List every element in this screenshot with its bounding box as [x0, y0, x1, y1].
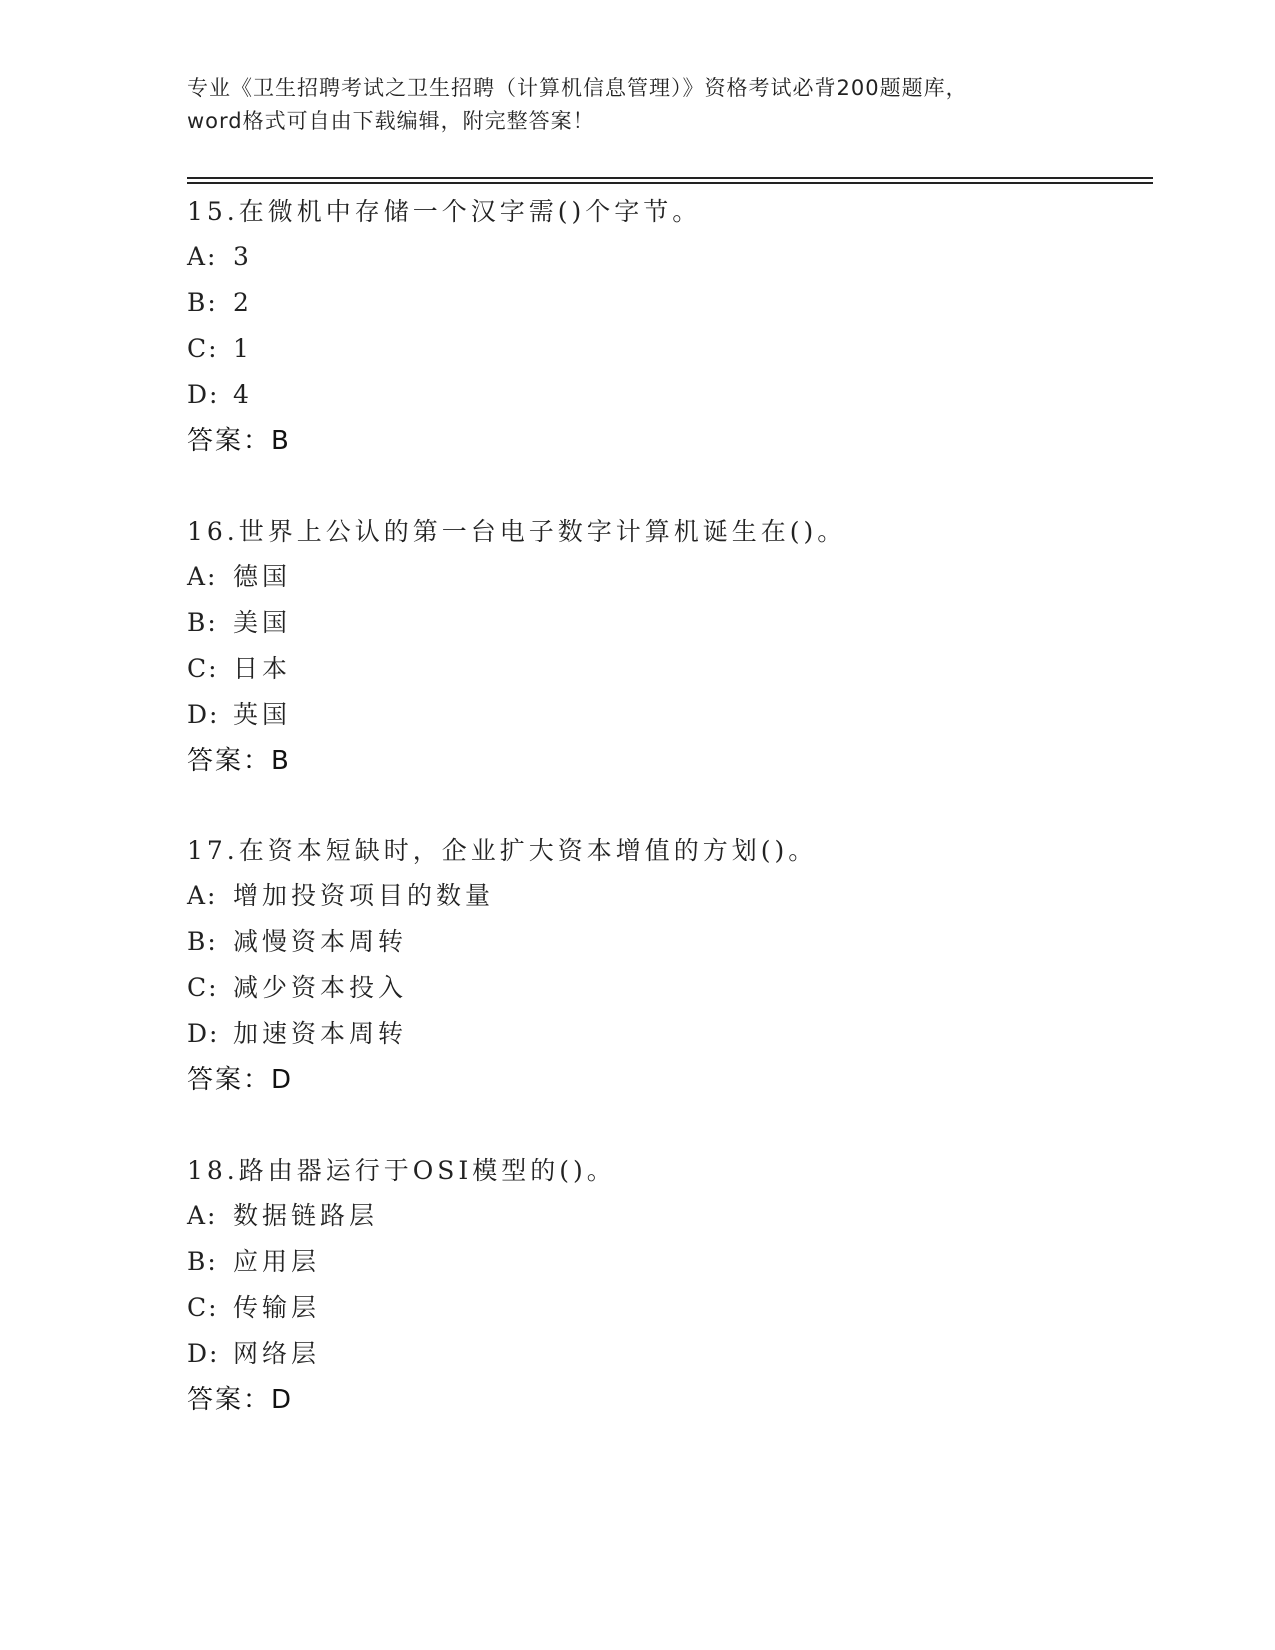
option-key: A: — [187, 562, 218, 591]
option-text: 应用层 — [233, 1247, 321, 1276]
option-text: 2 — [233, 288, 253, 317]
option-key: A: — [187, 881, 218, 910]
option-text: 英国 — [233, 700, 292, 729]
option-c — [187, 326, 1147, 372]
option-text: 3 — [233, 242, 253, 271]
option-key: D: — [187, 1339, 220, 1368]
question-15 — [187, 190, 1147, 464]
question-17 — [187, 829, 1147, 1103]
option-d — [187, 372, 1147, 418]
question-18 — [187, 1149, 1147, 1423]
option-text: 减少资本投入 — [233, 973, 408, 1002]
option-text: 美国 — [233, 608, 292, 637]
question-stem: 16.世界上公认的第一台电子数字计算机诞生在()。 — [187, 517, 847, 546]
option-key: C: — [187, 1293, 219, 1322]
option-text: 增加投资项目的数量 — [233, 881, 495, 910]
option-text: 减慢资本周转 — [233, 927, 408, 956]
question-stem: 17.在资本短缺时，企业扩大资本增值的方划()。 — [187, 836, 818, 865]
option-key: D: — [187, 380, 220, 409]
option-key: B: — [187, 288, 218, 317]
option-a — [187, 1193, 1147, 1239]
option-d — [187, 1011, 1147, 1057]
option-b — [187, 280, 1147, 326]
option-a — [187, 873, 1147, 919]
option-text: 4 — [233, 380, 253, 409]
option-a — [187, 554, 1147, 600]
option-d — [187, 1331, 1147, 1377]
option-key: C: — [187, 973, 219, 1002]
option-text: 日本 — [233, 654, 292, 683]
option-text: 1 — [233, 334, 253, 363]
question-16 — [187, 510, 1147, 784]
header-subtitle-line: word格式可自由下载编辑，附完整答案！ — [187, 109, 595, 133]
answer-line: 答案：B — [187, 426, 291, 456]
option-key: C: — [187, 334, 219, 363]
answer-line: 答案：B — [187, 746, 291, 776]
document-header — [187, 72, 1087, 138]
header-divider-top — [187, 177, 1153, 179]
answer-line: 答案：D — [187, 1065, 294, 1095]
option-c — [187, 965, 1147, 1011]
question-stem: 15.在微机中存储一个汉字需()个字节。 — [187, 197, 702, 226]
option-c — [187, 1285, 1147, 1331]
option-d — [187, 692, 1147, 738]
option-b — [187, 919, 1147, 965]
option-key: A: — [187, 242, 218, 271]
option-b — [187, 1239, 1147, 1285]
option-text: 网络层 — [233, 1339, 321, 1368]
option-text: 加速资本周转 — [233, 1019, 408, 1048]
option-key: A: — [187, 1201, 218, 1230]
option-key: B: — [187, 927, 218, 956]
option-b — [187, 600, 1147, 646]
option-c — [187, 646, 1147, 692]
option-key: D: — [187, 1019, 220, 1048]
option-text: 德国 — [233, 562, 292, 591]
option-key: B: — [187, 608, 218, 637]
header-divider-bottom — [187, 182, 1153, 184]
header-title-line: 专业《卫生招聘考试之卫生招聘（计算机信息管理）》资格考试必背200题题库， — [187, 76, 968, 100]
question-stem: 18.路由器运行于OSI模型的()。 — [187, 1156, 616, 1185]
option-key: B: — [187, 1247, 218, 1276]
option-text: 数据链路层 — [233, 1201, 379, 1230]
option-text: 传输层 — [233, 1293, 321, 1322]
option-key: C: — [187, 654, 219, 683]
answer-line: 答案：D — [187, 1385, 294, 1415]
option-a — [187, 234, 1147, 280]
option-key: D: — [187, 700, 220, 729]
